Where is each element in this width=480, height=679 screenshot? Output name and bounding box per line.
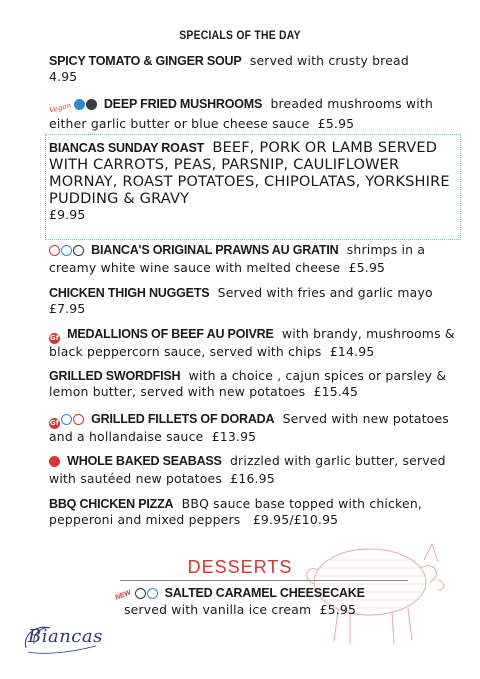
item-price: £9.95/£10.95 <box>252 512 339 527</box>
item-price: 4.95 <box>49 69 78 84</box>
milk-icon <box>61 414 72 425</box>
gluten-free-icon: Gf <box>49 334 60 342</box>
menu-item-dorada <box>49 411 459 445</box>
item-price: £5.95 <box>319 602 357 617</box>
allergen-icon <box>49 245 60 256</box>
fish-icon <box>49 456 60 467</box>
item-desc: Served with fries and garlic mayo <box>217 285 433 300</box>
item-desc: BBQ sauce base topped with chicken, pepperoni and mixed peppers <box>49 496 423 527</box>
desserts-heading: DESSERTS <box>187 557 293 577</box>
item-name: SPICY TOMATO & GINGER SOUP <box>49 54 242 68</box>
item-price: £15.45 <box>313 384 359 399</box>
egg-icon <box>135 588 146 599</box>
menu-item-seabass <box>49 453 459 487</box>
item-desc: breaded mushrooms with either garlic butter or blue cheese sauce <box>49 96 433 131</box>
menu-item-soup <box>49 53 459 85</box>
item-desc: Served with new potatoes and a hollandaise sauce <box>49 411 449 444</box>
new-badge: NEW <box>114 589 133 602</box>
fish-icon <box>73 414 84 425</box>
menu-item-nuggets <box>49 285 459 317</box>
divider <box>120 580 408 581</box>
item-price: £9.95 <box>49 207 86 222</box>
item-name: BBQ CHICKEN PIZZA <box>49 497 174 511</box>
item-price: £14.95 <box>329 344 375 359</box>
dietary-icons <box>135 587 159 602</box>
item-price: £5.95 <box>348 260 386 275</box>
brand-logo: Biancas <box>28 626 103 647</box>
item-price: £16.95 <box>230 471 275 486</box>
vegetarian-icon <box>74 99 85 110</box>
dessert-item-details <box>0 602 480 617</box>
gluten-free-icon: Gf <box>49 419 60 427</box>
menu-item-swordfish <box>49 368 459 400</box>
dietary-icons <box>49 244 85 260</box>
dietary-icons <box>49 413 85 429</box>
item-name: SALTED CARAMEL CHEESECAKE <box>164 586 365 600</box>
item-name: DEEP FRIED MUSHROOMS <box>103 97 263 111</box>
menu-item-beef-medallions <box>49 326 459 360</box>
item-name: GRILLED FILLETS OF DORADA <box>91 412 275 426</box>
item-desc: BEEF, PORK OR LAMB SERVED WITH CARROTS, PEAS, PARSNIP, CAULIFLOWER MORNAY, ROAST POTATOES, CHIPOLATAS, YORKSHIRE PUDDING & GRAVY <box>49 139 450 207</box>
item-name: BIANCAS SUNDAY ROAST <box>49 141 205 155</box>
dietary-icons <box>49 328 61 344</box>
item-desc: served with vanilla ice cream <box>123 602 312 617</box>
item-desc: drizzled with garlic butter, served with sautéed new potatoes <box>49 453 446 486</box>
item-desc: served with crusty bread <box>249 53 409 68</box>
dessert-item-cheesecake <box>0 585 480 602</box>
page-title: SPECIALS OF THE DAY <box>179 30 301 42</box>
item-price: £5.95 <box>317 116 355 131</box>
shellfish-icon <box>73 245 84 256</box>
menu-item-prawns <box>49 242 459 276</box>
vegan-badge: Vegan <box>48 101 73 115</box>
item-price: £13.95 <box>211 429 257 444</box>
menu-item-mushrooms <box>49 96 459 132</box>
milk-icon <box>147 588 158 599</box>
item-price: £7.95 <box>49 301 86 316</box>
item-name: CHICKEN THIGH NUGGETS <box>49 286 210 300</box>
allergen-icon <box>86 99 97 110</box>
dietary-icons <box>49 98 98 116</box>
item-desc: with brandy, mushrooms & black peppercorn sauce, served with chips <box>49 326 455 359</box>
milk-icon <box>61 245 72 256</box>
item-name: BIANCA'S ORIGINAL PRAWNS AU GRATIN <box>91 243 339 257</box>
item-name: MEDALLIONS OF BEEF AU POIVRE <box>67 327 274 341</box>
item-desc: shrimps in a creamy white wine sauce with melted cheese <box>49 242 426 275</box>
dietary-icons <box>49 455 61 471</box>
item-name: GRILLED SWORDFISH <box>49 369 181 383</box>
item-name: WHOLE BAKED SEABASS <box>67 454 222 468</box>
menu-item-sunday-roast <box>49 139 461 223</box>
item-desc: with a choice , cajun spices or parsley & lemon butter, served with new potatoes <box>49 368 447 399</box>
